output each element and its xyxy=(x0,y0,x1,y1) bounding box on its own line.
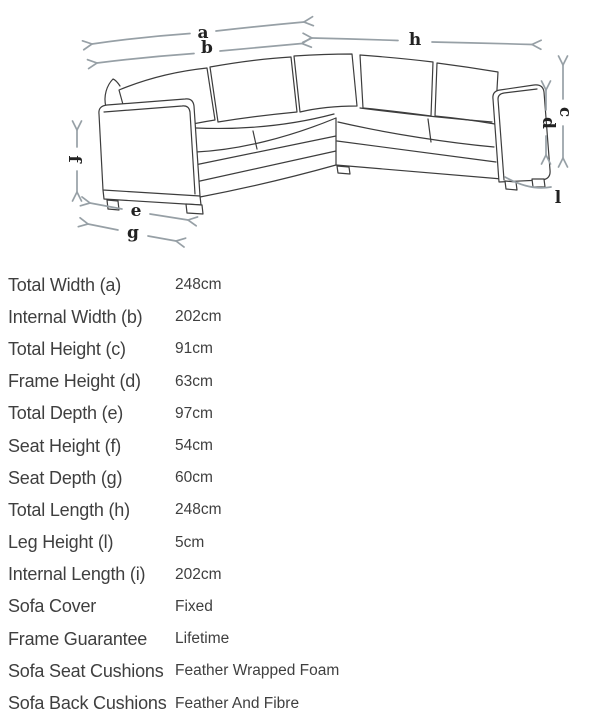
spec-value: 202cm xyxy=(175,308,222,326)
spec-row-seat-cushions xyxy=(8,655,600,687)
dimension-label-e: e xyxy=(130,201,142,221)
spec-label: Seat Height (f) xyxy=(8,435,122,456)
spec-value: 54cm xyxy=(175,437,213,455)
spec-value: 60cm xyxy=(175,469,213,487)
spec-label: Sofa Back Cushions xyxy=(8,693,167,714)
spec-value: Feather Wrapped Foam xyxy=(175,662,340,680)
spec-label: Internal Width (b) xyxy=(8,306,143,327)
dimension-label-h: h xyxy=(408,30,422,50)
dimension-arrow-h xyxy=(312,30,532,50)
sofa-left-section xyxy=(190,114,336,197)
spec-label: Frame Guarantee xyxy=(8,628,148,649)
spec-value: 5cm xyxy=(175,533,205,551)
dimension-label-g: g xyxy=(127,223,139,243)
dimension-label-a: a xyxy=(197,23,209,43)
spec-label: Total Depth (e) xyxy=(8,403,124,424)
dimension-label-d: d xyxy=(538,117,558,129)
dimension-arrow-e xyxy=(90,201,188,221)
spec-value: 248cm xyxy=(175,501,222,519)
spec-row-sofa-cover xyxy=(8,591,600,623)
spec-row-back-cushions xyxy=(8,687,600,719)
spec-value: 97cm xyxy=(175,404,213,422)
dimension-arrow-a xyxy=(92,22,304,44)
spec-value: 202cm xyxy=(175,565,222,583)
dimension-label-l: l xyxy=(554,188,562,208)
spec-row-seat-depth xyxy=(8,462,600,494)
spec-label: Seat Depth (g) xyxy=(8,467,123,488)
spec-value: Feather And Fibre xyxy=(175,694,300,712)
spec-value: 91cm xyxy=(175,340,213,358)
spec-row-internal-length xyxy=(8,559,600,591)
dimension-arrow-c xyxy=(555,65,575,158)
dimension-label-f: f xyxy=(64,155,84,163)
sofa-corner-leg xyxy=(337,166,350,174)
spec-row-leg-height xyxy=(8,527,600,559)
spec-value: Fixed xyxy=(175,597,213,615)
spec-label: Frame Height (d) xyxy=(8,371,141,392)
spec-label: Sofa Cover xyxy=(8,596,97,617)
spec-label: Internal Length (i) xyxy=(8,564,146,585)
spec-label: Sofa Seat Cushions xyxy=(8,660,164,681)
spec-row-total-length xyxy=(8,494,600,526)
spec-row-internal-width xyxy=(8,301,600,333)
spec-row-seat-height xyxy=(8,430,600,462)
spec-value: 63cm xyxy=(175,372,213,390)
dimension-label-c: c xyxy=(555,106,575,118)
sofa-dimension-diagram xyxy=(0,0,606,267)
spec-value: Lifetime xyxy=(175,630,230,648)
spec-row-total-width xyxy=(8,269,600,301)
spec-row-total-height xyxy=(8,333,600,365)
spec-label: Total Height (c) xyxy=(8,338,126,359)
spec-value: 248cm xyxy=(175,276,222,294)
spec-label: Leg Height (l) xyxy=(8,532,114,553)
sofa-left-arm xyxy=(99,99,203,214)
sofa-right-arm xyxy=(493,85,550,190)
dimension-arrow-f xyxy=(64,130,84,192)
spec-label: Total Width (a) xyxy=(8,274,122,295)
spec-label: Total Length (h) xyxy=(8,499,130,520)
spec-row-frame-guarantee xyxy=(8,623,600,655)
spec-row-total-depth xyxy=(8,398,600,430)
sofa-illustration xyxy=(99,54,550,214)
dimension-label-b: b xyxy=(201,38,213,58)
specs-table xyxy=(8,269,600,720)
spec-row-frame-height xyxy=(8,366,600,398)
dimension-arrow-g xyxy=(88,223,176,243)
